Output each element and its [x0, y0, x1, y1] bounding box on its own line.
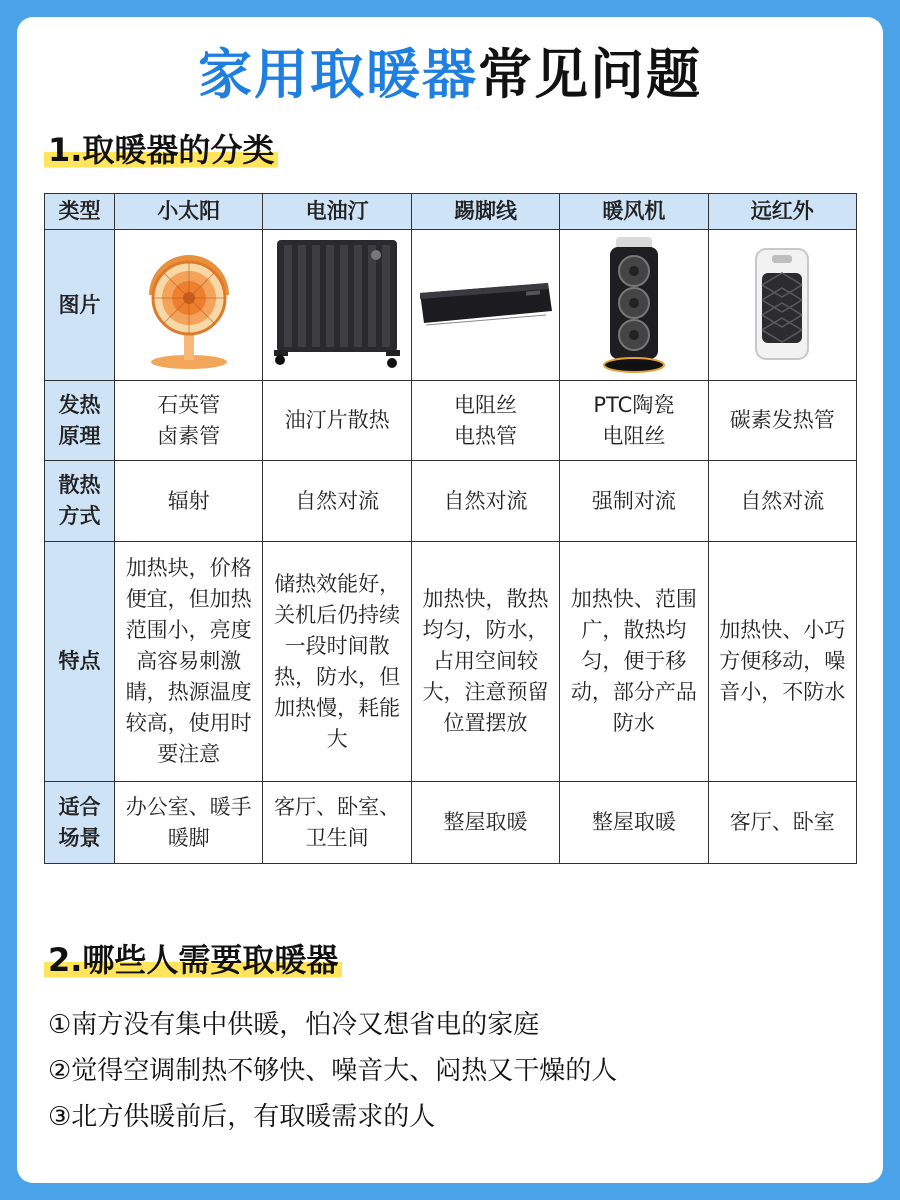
table-cell: 电阻丝 电热管 — [411, 381, 559, 461]
table-cell: 自然对流 — [708, 461, 856, 542]
table-cell: 碳素发热管 — [708, 381, 856, 461]
table-cell: 辐射 — [115, 461, 263, 542]
table-cell: 加热块，价格 便宜，但加热 范围小，亮度 高容易刺激 睛，热源温度 较高，使用时 要注意 — [115, 542, 263, 782]
fan-heater-image — [594, 235, 674, 375]
cell-image-fan — [560, 230, 708, 381]
header-infrared-heater: 远红外 — [708, 194, 856, 230]
title-part-blue: 家用取暖器 — [198, 43, 478, 106]
header-sun-heater: 小太阳 — [115, 194, 263, 230]
heater-comparison-table — [44, 193, 857, 864]
row-label-picture: 图片 — [45, 230, 115, 381]
table-cell: PTC陶瓷 电阻丝 — [560, 381, 708, 461]
table-header-row — [45, 194, 857, 230]
table-cell: 强制对流 — [560, 461, 708, 542]
row-label-dissipation: 散热 方式 — [45, 461, 115, 542]
cell-image-oil — [263, 230, 411, 381]
cell-image-baseboard — [411, 230, 559, 381]
row-label-scenarios: 适合 场景 — [45, 782, 115, 864]
page-title — [0, 40, 900, 110]
header-fan-heater: 暖风机 — [560, 194, 708, 230]
list-item: ②觉得空调制热不够快、噪音大、闷热又干燥的人 — [48, 1056, 618, 1086]
table-cell: 客厅、卧室 — [708, 782, 856, 864]
baseboard-heater-image — [416, 265, 556, 345]
cell-image-infrared — [708, 230, 856, 381]
table-cell: 石英管 卤素管 — [115, 381, 263, 461]
header-oil-heater: 电油汀 — [263, 194, 411, 230]
sun-heater-image — [134, 240, 244, 370]
table-cell: 整屋取暖 — [560, 782, 708, 864]
row-label-features: 特点 — [45, 542, 115, 782]
section-1-title: 1.取暖器的分类 — [44, 128, 278, 172]
cell-image-sun — [115, 230, 263, 381]
table-cell: 自然对流 — [411, 461, 559, 542]
table-row-images — [45, 230, 857, 381]
table-cell: 储热效能好， 关机后仍持续 一段时间散 热，防水，但 加热慢，耗能 大 — [263, 542, 411, 782]
header-baseboard-heater: 踢脚线 — [411, 194, 559, 230]
table-row-features — [45, 542, 857, 782]
table-cell: 加热快，散热 均匀，防水， 占用空间较 大，注意预留 位置摆放 — [411, 542, 559, 782]
list-item: ①南方没有集中供暖，怕冷又想省电的家庭 — [48, 1010, 540, 1040]
table-corner-label: 类型 — [45, 194, 115, 230]
row-label-heating-principle: 发热 原理 — [45, 381, 115, 461]
who-needs-heater-list — [48, 1002, 868, 1140]
table-cell: 加热快、小巧 方便移动，噪 音小，不防水 — [708, 542, 856, 782]
title-part-dark: 常见问题 — [478, 43, 702, 106]
oil-heater-image — [272, 235, 402, 375]
table-cell: 整屋取暖 — [411, 782, 559, 864]
table-cell: 客厅、卧室、 卫生间 — [263, 782, 411, 864]
list-item: ③北方供暖前后，有取暖需求的人 — [48, 1102, 436, 1132]
table-row-scenarios — [45, 782, 857, 864]
section-2-title: 2.哪些人需要取暖器 — [44, 938, 342, 982]
table-row-dissipation — [45, 461, 857, 542]
table-cell: 油汀片散热 — [263, 381, 411, 461]
infrared-heater-image — [742, 245, 822, 365]
table-row-heating-principle — [45, 381, 857, 461]
table-cell: 加热快、范围 广，散热均 匀，便于移 动，部分产品 防水 — [560, 542, 708, 782]
table-cell: 办公室、暖手 暖脚 — [115, 782, 263, 864]
table-cell: 自然对流 — [263, 461, 411, 542]
